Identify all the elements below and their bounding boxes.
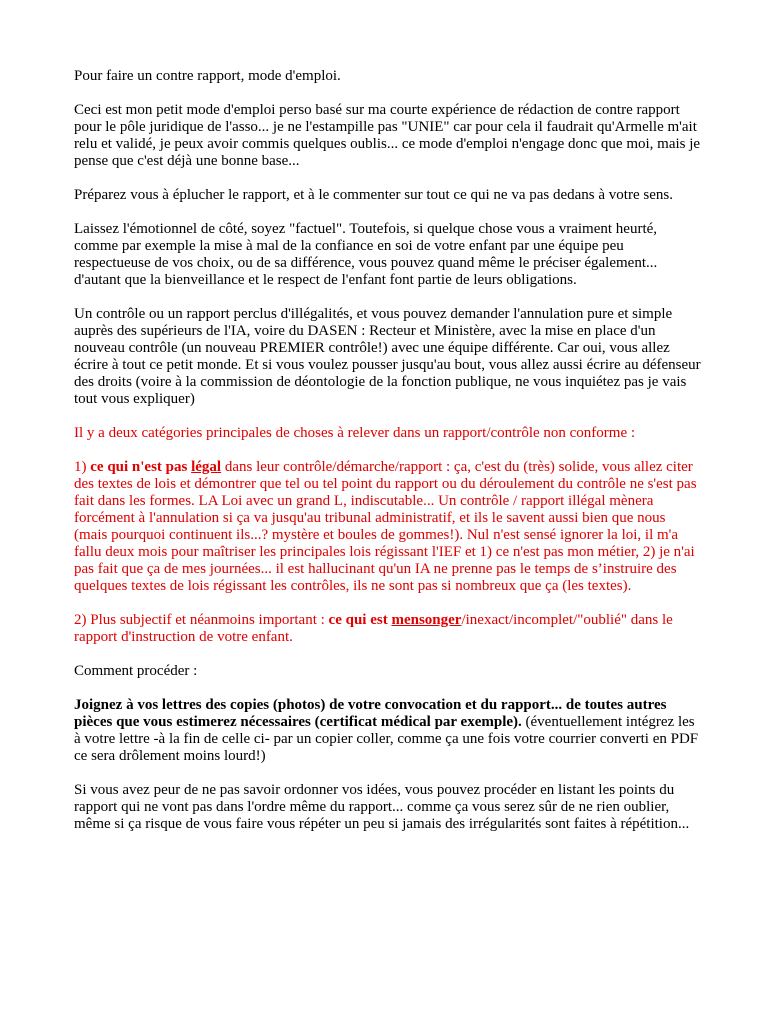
- emotion-paragraph: Laissez l'émotionnel de côté, soyez "factuel". Toutefois, si quelque chose vous a vraiment heurté, comme par exemple la mise à mal de la confiance en soi de votre enfant par une équipe peu respectueuse de vos choix, ou de sa différence, vous pouvez quand même le préciser également... d'autant que la bienveillance et le respect de l'enfant font partie de leurs obligations.: [74, 221, 658, 288]
- joignez-text: (éventuellement intégrez les à votre lettre -à la fin de celle ci- par un copier coller, comme ça une fois votre courrier converti en PDF ce sera drôlement moins lourd!): [74, 714, 699, 764]
- categories-heading: Il y a deux catégories principales de choses à relever dans un rapport/contrôle non conforme :: [74, 425, 636, 441]
- category-1-text: dans leur contrôle/démarche/rapport : ça, c'est du (très) solide, vous allez citer des textes de lois et démontrer que tel ou tel point du rapport ou du déroulement du contrôle ne s'est pas fait dans les formes. LA Loi avec un grand L, indiscutable... Un contrôle / rapport illégal mènera forcément à l'annulation si ça va jusqu'au tribunal administratif, et ils le savent aussi bien que nous (mais pourquoi continuent ils...? mystère et boules de gommes!). Nul n'est sensé ignorer la loi, il m'a fallu deux mois pour maîtriser les principales lois régissant l'IEF et 1) ce n'est pas mon métier, 2) je n'ai pas fait que ça de mes journées... il est hallucinant qu'un IA ne prenne pas le temps de s’instruire des quelques textes de lois régissant les contrôles, ils ne sont pas si nombreux que ça (les textes).: [74, 459, 697, 594]
- peur-paragraph: Si vous avez peur de ne pas savoir ordonner vos idées, vous pouvez procéder en listant les points du rapport qui ne vont pas dans l'ordre même du rapport... comme ça vous serez sûr de ne rien oublier, même si ça risque de vous faire vous répéter un peu si jamais des irrégularités sont faites à répétition...: [74, 782, 690, 832]
- category-2-lead: 2) Plus subjectif et néanmoins important :: [74, 612, 329, 628]
- category-1-number: 1): [74, 459, 91, 475]
- category-2-text: /inexact/incomplet/"oublié" dans le rapport d'instruction de votre enfant.: [74, 612, 673, 645]
- category-1-underlined: légal: [191, 459, 222, 475]
- intro-paragraph: Ceci est mon petit mode d'emploi perso basé sur ma courte expérience de rédaction de contre rapport pour le pôle juridique de l'asso... je ne l'estampille pas "UNIE" car pour cela il faudrait qu'Armelle m'ait relu et validé, je peux avoir commis quelques oublis... ce mode d'emploi n'engage donc que moi, mais je pense que c'est déjà une bonne base...: [74, 102, 701, 169]
- joignez-bold: Joignez à vos lettres des copies (photos) de votre convocation et du rapport... de toutes autres pièces que vous estimerez nécessaires (certificat médical par exemple).: [74, 697, 667, 730]
- prepare-paragraph: Préparez vous à éplucher le rapport, et à le commenter sur tout ce qui ne va pas dedans à votre sens.: [74, 187, 673, 203]
- controle-paragraph: Un contrôle ou un rapport perclus d'illégalités, et vous pouvez demander l'annulation pure et simple auprès des supérieurs de l'IA, voire du DASEN : Recteur et Ministère, avec la mise en place d'un nouveau contrôle (un nouveau PREMIER contrôle!) avec une équipe différente. Car oui, vous allez écrire à tout ce petit monde. Et si vous voulez pousser jusqu'au bout, vous allez aussi écrire au défenseur des droits (voire à la commission de déontologie de la fonction publique, ne vous inquiétez pas je vais tout vous expliquer): [74, 306, 701, 407]
- category-2-underlined: mensonger: [391, 612, 462, 628]
- joignez-paragraph: [74, 697, 702, 765]
- category-2-bold: ce qui est: [328, 612, 392, 628]
- category-2-paragraph: [74, 612, 702, 646]
- category-1-bold: ce qui n'est pas: [90, 459, 192, 475]
- document-title: Pour faire un contre rapport, mode d'emploi.: [74, 68, 341, 84]
- comment-proceder-heading: Comment procéder :: [74, 663, 198, 679]
- category-1-paragraph: [74, 459, 702, 595]
